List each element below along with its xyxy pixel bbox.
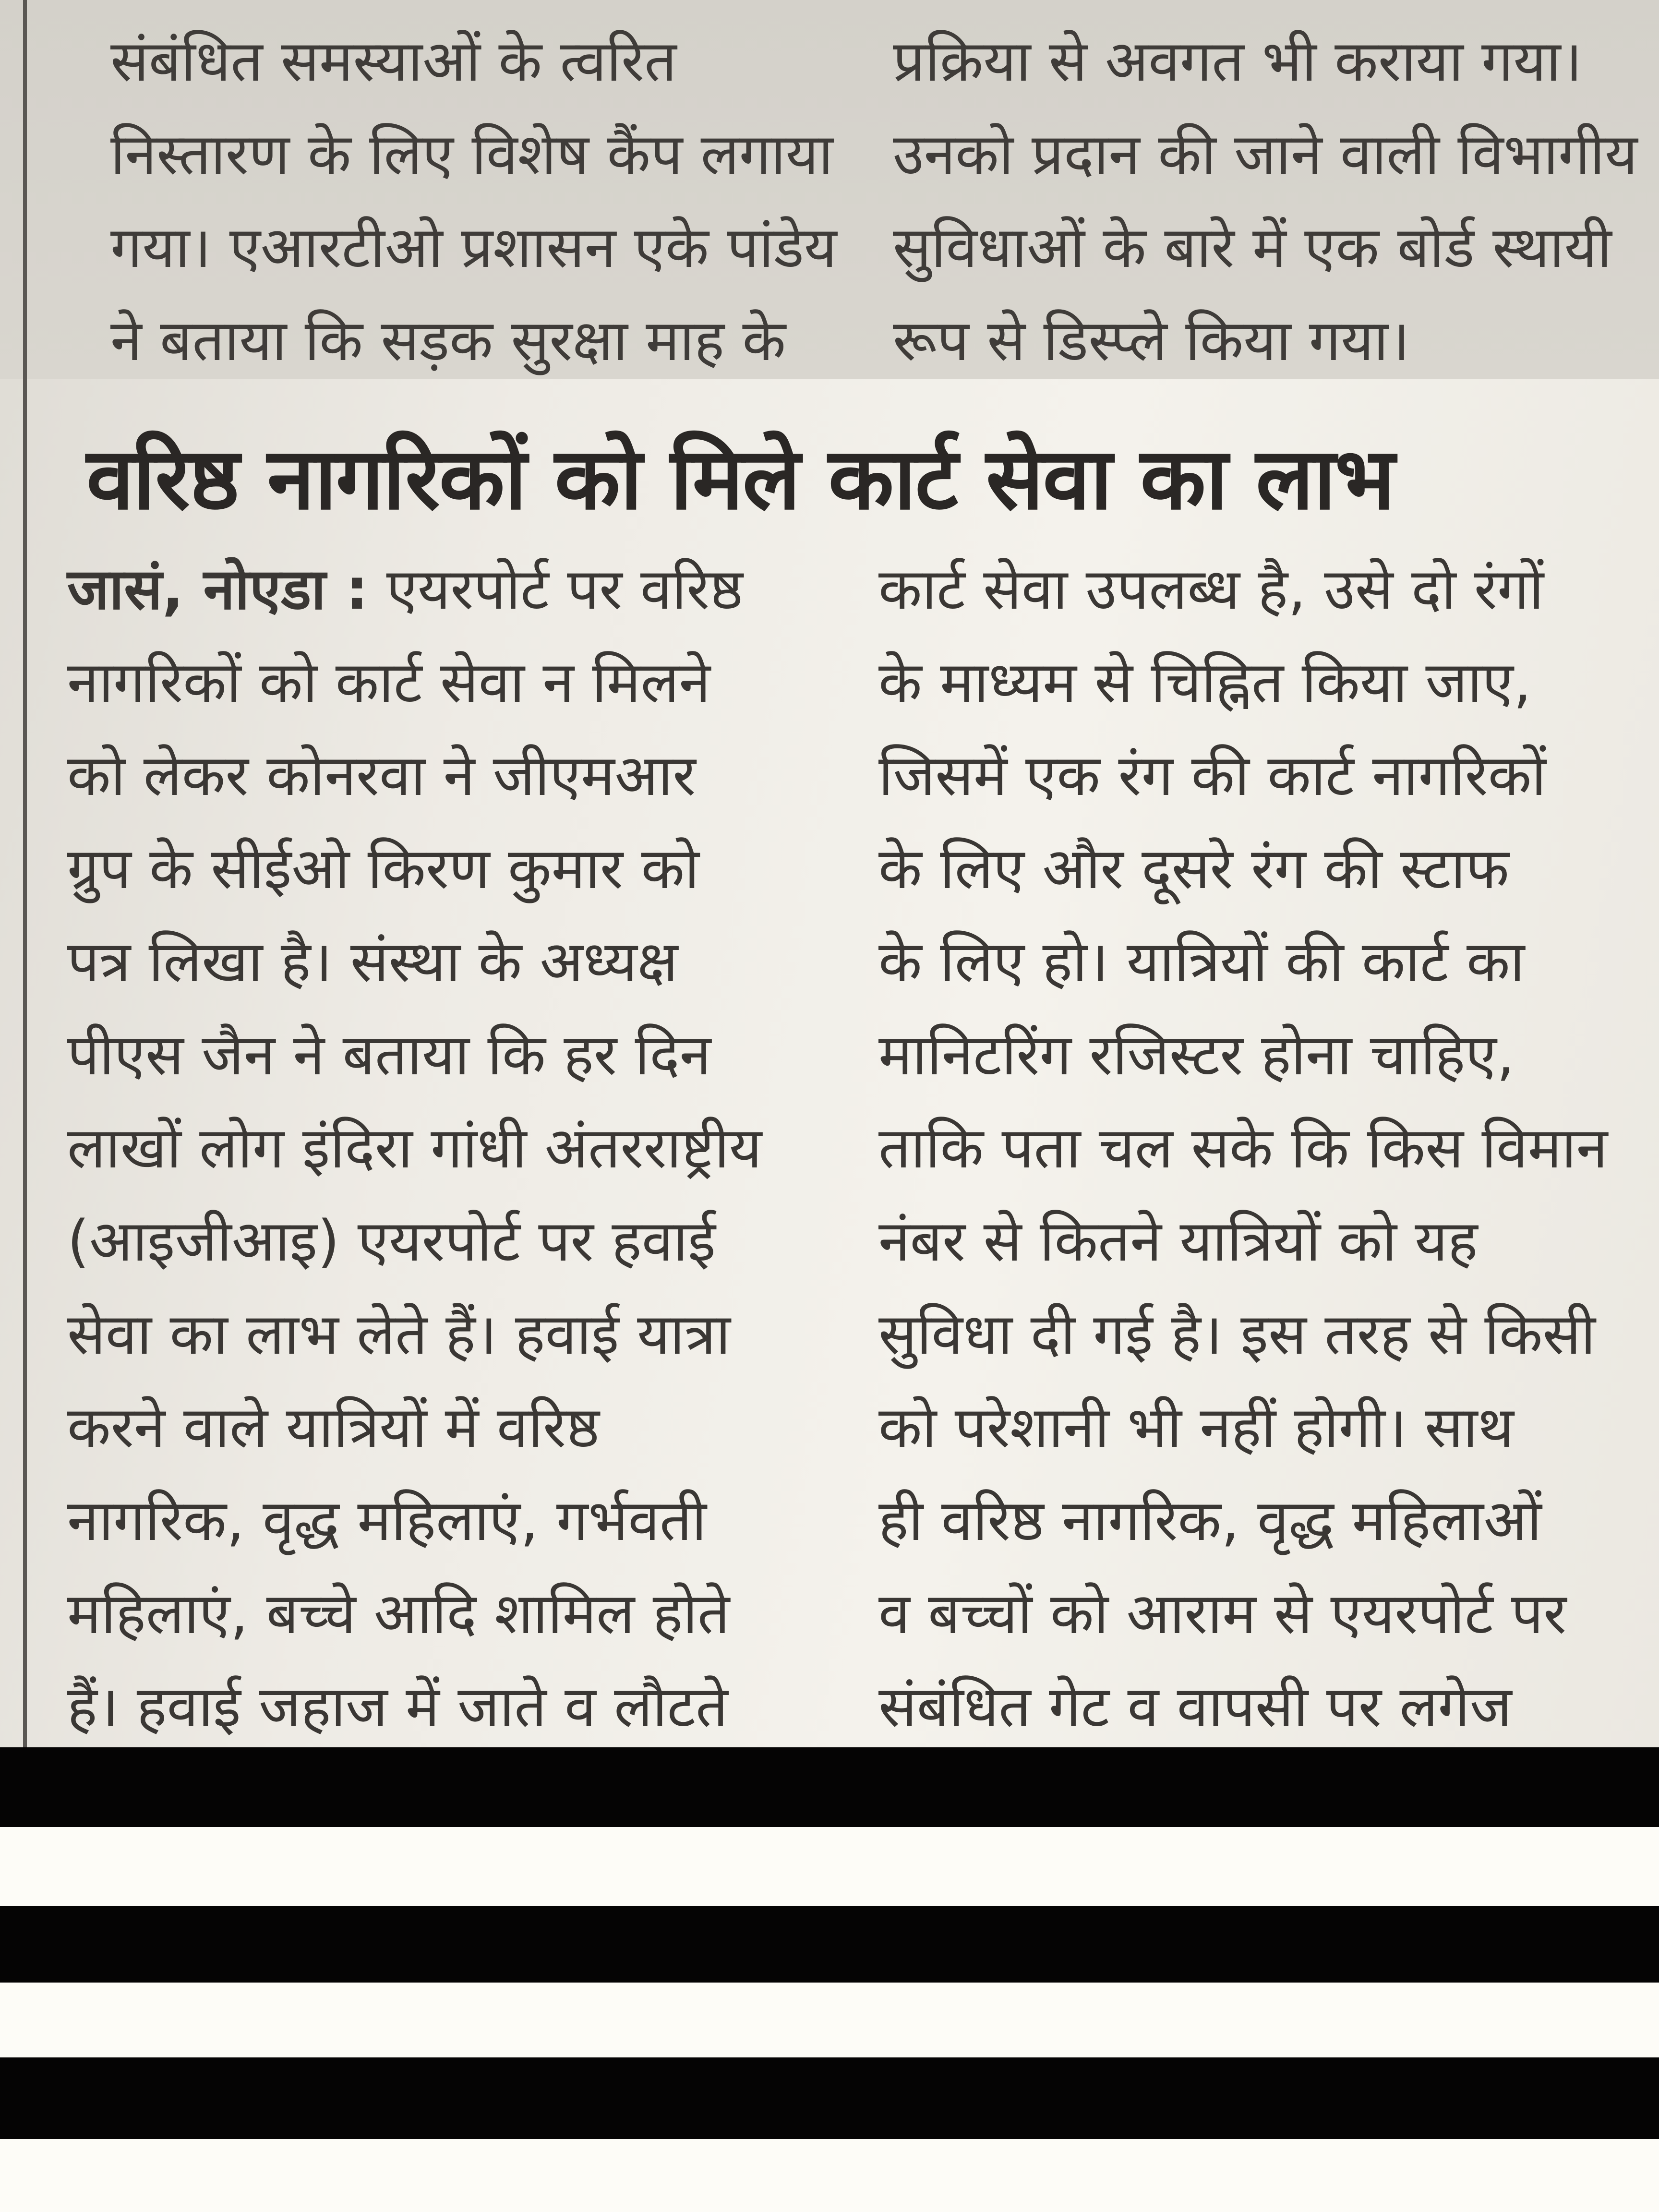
text-line: ग्रुप के सीईओ किरण कुमार को — [67, 835, 699, 902]
text-line: करने वाले यात्रियों में वरिष्ठ — [67, 1394, 600, 1460]
text-line: संबंधित समस्याओं के त्वरित — [110, 28, 677, 94]
dateline: जासं, नोएडा : — [67, 556, 369, 622]
text-line: के लिए हो। यात्रियों की कार्ट का — [878, 928, 1525, 995]
previous-article-left-column — [110, 14, 837, 387]
text-line: पीएस जैन ने बताया कि हर दिन — [67, 1022, 711, 1088]
text-line: संबंधित गेट व वापसी पर लगेज — [878, 1673, 1512, 1740]
text-line: पत्र लिखा है। संस्था के अध्यक्ष — [67, 928, 678, 995]
black-band — [0, 1747, 1659, 1827]
text-line: के लिए और दूसरे रंग की स्टाफ — [878, 835, 1509, 902]
text-line: प्रक्रिया से अवगत भी कराया गया। — [893, 28, 1583, 94]
text-line: नागरिक, वृद्ध महिलाएं, गर्भवती — [67, 1487, 707, 1553]
text-line: नागरिकों को कार्ट सेवा न मिलने — [67, 649, 710, 715]
text-line: ने बताया कि सड़क सुरक्षा माह के — [110, 307, 786, 373]
text-line: निस्तारण के लिए विशेष कैंप लगाया — [110, 121, 833, 187]
article-headline: वरिष्ठ नागरिकों को मिले कार्ट सेवा का लाभ — [86, 429, 1394, 529]
text-line: ही वरिष्ठ नागरिक, वृद्ध महिलाओं — [878, 1487, 1542, 1553]
article-right-column — [878, 542, 1608, 1846]
text-line: नंबर से कितने यात्रियों को यह — [878, 1208, 1478, 1274]
white-band — [0, 1983, 1659, 2057]
black-band — [0, 1906, 1659, 1983]
text-line: सुविधाओं के बारे में एक बोर्ड स्थायी — [893, 214, 1612, 280]
white-band — [0, 1827, 1659, 1906]
text-line: महिलाएं, बच्चे आदि शामिल होते — [67, 1580, 730, 1647]
text-line — [67, 542, 762, 636]
text-line: उनको प्रदान की जाने वाली विभागीय — [893, 121, 1638, 187]
text-line: ताकि पता चल सके कि किस विमान — [878, 1115, 1608, 1181]
text-line: कार्ट सेवा उपलब्ध है, उसे दो रंगों — [878, 556, 1544, 622]
text-line: को परेशानी भी नहीं होगी। साथ — [878, 1394, 1514, 1460]
text-line: रूप से डिस्प्ले किया गया। — [893, 307, 1410, 373]
text-line: व बच्चों को आराम से एयरपोर्ट पर — [878, 1580, 1567, 1647]
text-line: सुविधा दी गई है। इस तरह से किसी — [878, 1301, 1596, 1367]
text-fragment: एयरपोर्ट पर वरिष्ठ — [368, 556, 743, 622]
text-line: जिसमें एक रंग की कार्ट नागरिकों — [878, 742, 1546, 808]
text-line: सेवा का लाभ लेते हैं। हवाई यात्रा — [67, 1301, 731, 1367]
text-line: लाखों लोग इंदिरा गांधी अंतरराष्ट्रीय — [67, 1115, 762, 1181]
previous-article-right-column — [893, 14, 1637, 387]
article-left-column — [67, 542, 762, 1846]
text-line: (आइजीआइ) एयरपोर्ट पर हवाई — [67, 1208, 716, 1274]
white-band — [0, 2139, 1659, 2212]
text-line: गया। एआरटीओ प्रशासन एके पांडेय — [110, 214, 837, 280]
text-line: हैं। हवाई जहाज में जाते व लौटते — [67, 1673, 728, 1740]
text-line: को लेकर कोनरवा ने जीएमआर — [67, 742, 696, 808]
text-line: मानिटरिंग रजिस्टर होना चाहिए, — [878, 1022, 1515, 1088]
black-band — [0, 2057, 1659, 2139]
text-line: के माध्यम से चिह्नित किया जाए, — [878, 649, 1532, 715]
column-rule — [23, 0, 27, 1747]
